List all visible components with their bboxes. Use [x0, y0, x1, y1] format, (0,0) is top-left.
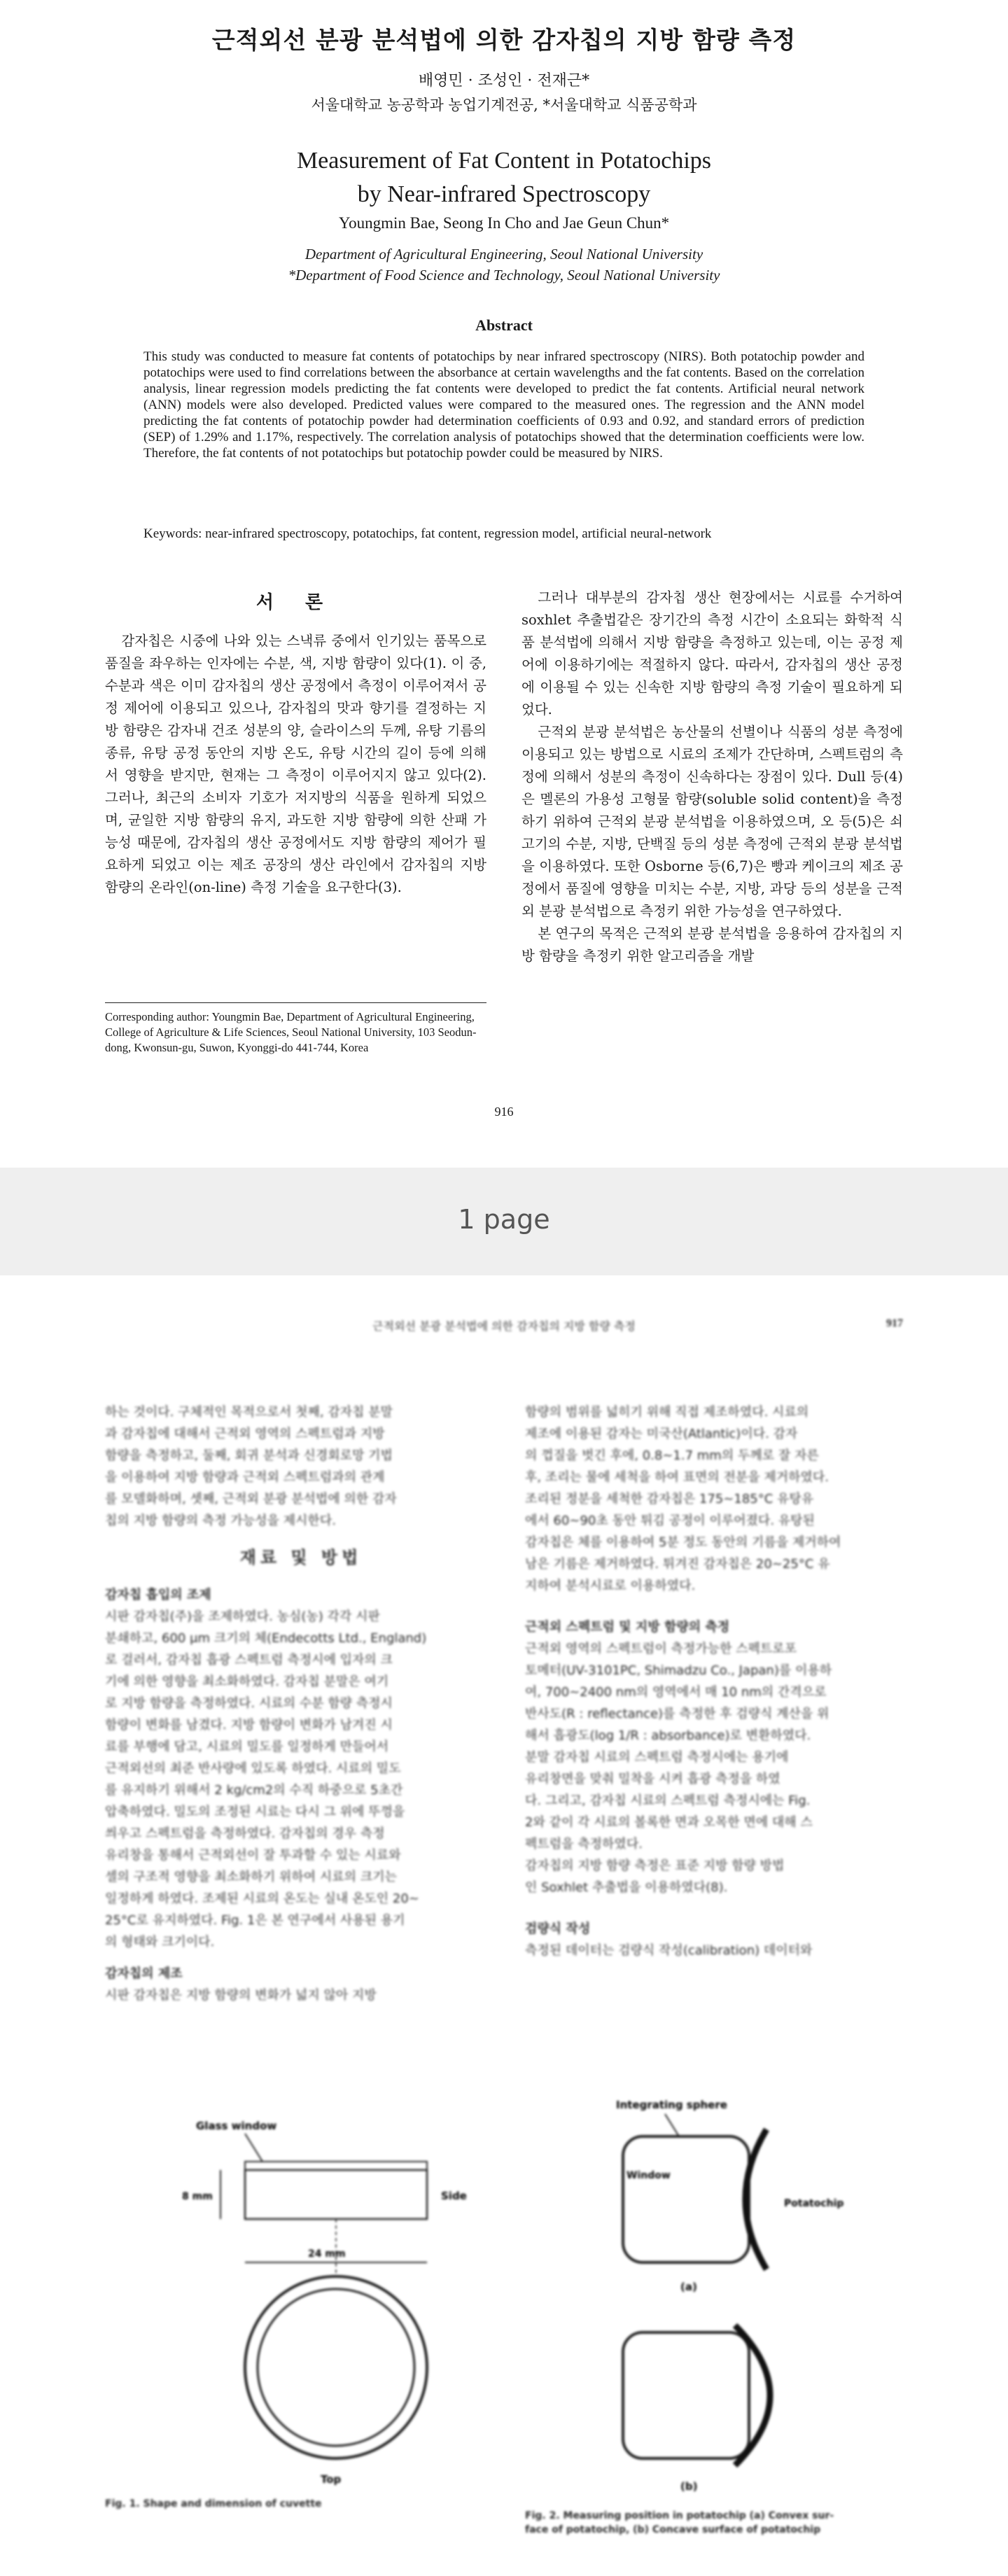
sphere-leader: [665, 2114, 679, 2136]
figure-2-caption: [525, 2509, 834, 2537]
text-line: 펙트럼을 측정하였다.: [525, 1837, 643, 1851]
text-line: 조리된 정분을 세척한 감자칩은 175~185°C 유탕유: [525, 1492, 814, 1506]
english-title: [0, 144, 1008, 211]
section-heading-introduction: 서 론: [255, 592, 336, 613]
section-heading-methods: 재료 및 방법: [239, 1548, 363, 1567]
intro-paragraph-2: 그러나 대부분의 감자칩 생산 현장에서는 시료를 수거하여 soxhlet 추출법같은 장기간의 측정 시간이 소요되는 화학적 식품 분석법에 의해서 지방 함량을 측정하고 있는데, 이는 공정 제어에 이용하기에는 적절하지 않다. 따라서, 감자칩의 생산 공정에 이용될 수 있는 신속한 지방 함량의 측정 기술이 필요하게 되었다.: [522, 589, 903, 718]
cuvette-diagram: [98, 2101, 490, 2563]
text-line: 제조에 이용된 감자는 미국산(Atlantic)이다. 감자: [525, 1427, 798, 1441]
text-line: 로 걸러서, 감자칩 흡광 스펙트럼 측정시에 입자의 크: [105, 1653, 393, 1667]
intro-paragraph-3: 근적외 분광 분석법은 농산물의 선별이나 식품의 성분 측정에 이용되고 있는 방법으로 시료의 조제가 간단하며, 스펙트럼의 측정에 의해서 성분의 측정이 신속하다는 장점이 있다. Dull 등(4)은 멜론의 가용성 고형물 함량(soluble solid content)을 측정하기 위하여 근적외 분광 분석법을 이용하였으며, 오 등(5)은 쇠고기의 수분, 지방, 단백질 등의 성분 측정에 근적외 분광 분석법을 이용하였다. 또한 Osborne 등(6,7)은 빵과 케이크의 제조 공정에서 품질에 영향을 미치는 수분, 지방, 과당 등의 성분을 근적외 분광 분석법으로 측정키 위한 가능성을 연구하였다.: [522, 724, 903, 919]
lines-block: [105, 1606, 497, 1953]
lines-block: [105, 1401, 497, 1532]
text-line: 측정된 데이터는 검량식 작성(calibration) 데이터와: [525, 1943, 813, 1958]
text-line: 여, 700~2400 nm의 영역에서 매 10 nm의 간격으로: [525, 1685, 827, 1700]
lines-block: [525, 1940, 917, 1961]
glass-window-leader: [245, 2134, 262, 2162]
text-line: 후, 조리는 물에 세척을 하여 표면의 전분을 제거하였다.: [525, 1470, 830, 1485]
subsection-heading: 검량식 작성: [525, 1921, 591, 1936]
text-line: 감자칩의 지방 함량 측정은 표준 지방 함량 방법: [525, 1858, 785, 1873]
document-page-1: [0, 0, 1008, 1168]
text-line: 과 감자칩에 대해서 근적외 영역의 스펙트럼과 지방: [105, 1427, 385, 1441]
text-line: 시판 감자칩(주)을 조제하였다. 농심(농) 각각 시판: [105, 1609, 380, 1624]
text-line: 료를 부행에 담고, 시료의 밀도를 일정하게 만들어서: [105, 1740, 389, 1754]
figure-2-measuring-position: [525, 2080, 917, 2570]
left-column: [105, 1401, 497, 2006]
text-line: 씌우고 스펙트럼을 측정하였다. 감자칩의 경우 측정: [105, 1826, 385, 1841]
text-line: 하는 것이다. 구체적인 목적으로서 첫째, 감자칩 분말: [105, 1405, 393, 1420]
window-label: Window: [626, 2170, 671, 2181]
english-title-line-2: by Near-infrared Spectroscopy: [357, 181, 651, 207]
departments: [0, 244, 1008, 286]
english-title-line-1: Measurement of Fat Content in Potatochips: [296, 148, 712, 174]
text-line: 압축하였다. 밀도의 조정된 시료는 다시 그 위에 뚜껑을: [105, 1805, 405, 1819]
text-line: 로 지방 함량을 측정하였다. 시료의 수분 함량 측정시: [105, 1696, 393, 1711]
side-label: Side: [441, 2190, 467, 2202]
text-line: 함량을 측정하고, 둘째, 회귀 분석과 신경회로망 기법: [105, 1448, 393, 1463]
right-column: [525, 1401, 917, 1961]
text-line: 의 형태와 크기이다.: [105, 1935, 215, 1949]
glass-window-label: Glass window: [196, 2120, 277, 2132]
text-line: 토메터(UV-3101PC, Shimadzu Co., Japan)를 이용하: [525, 1663, 832, 1678]
integrating-sphere-b: [623, 2332, 749, 2458]
text-line: 를 모델화하며, 셋째, 근적외 분광 분석법에 의한 감자: [105, 1492, 397, 1506]
text-line: 에서 60~90초 동안 튀김 공정이 이루어졌다. 유탕된: [525, 1513, 815, 1528]
right-column: [522, 587, 903, 967]
text-line: 2와 같이 각 시료의 볼록한 면과 오목한 면에 대해 스: [525, 1815, 813, 1830]
page-indicator: 1 page: [458, 1204, 550, 1235]
text-line: 근적외 영역의 스펙트럼이 측정가능한 스펙트로포: [525, 1642, 797, 1656]
text-line: 인 Soxhlet 추출법을 이용하였다(8).: [525, 1880, 728, 1895]
text-line: 일정하게 하였다. 조제된 시료의 온도는 실내 온도인 20~: [105, 1891, 419, 1906]
glass-window: [245, 2162, 427, 2170]
text-line: 를 유지하기 위해서 2 kg/cm2의 수직 하중으로 5초간: [105, 1783, 403, 1798]
text-line: 을 이용하여 지방 함량과 근적외 스펙트럼과의 관계: [105, 1470, 385, 1485]
text-line: 유리창을 통해서 근적외선이 잘 투과할 수 있는 시료와: [105, 1848, 401, 1863]
text-line: 분쇄하고, 600 μm 크기의 체(Endecotts Ltd., England): [105, 1631, 427, 1646]
subsection-heading: 근적외 스펙트럼 및 지방 함량의 측정: [525, 1620, 730, 1634]
measuring-position-diagram: [525, 2080, 917, 2570]
department-1: Department of Agricultural Engineering, Seoul National University: [304, 246, 704, 262]
figure-2-caption-line-2: face of potatochip, (b) Concave surface of potatochip: [525, 2524, 821, 2535]
text-line: 반사도(R : reflectance)를 측정한 후 검량식 계산을 위: [525, 1707, 830, 1721]
text-line: 함량이 변화를 남겼다. 지방 함량이 변화가 남겨진 시: [105, 1718, 393, 1732]
panel-b-label: (b): [680, 2480, 698, 2493]
text-line: 해서 흡광도(log 1/R : absorbance)로 변환하였다.: [525, 1728, 811, 1743]
document-page-2: [0, 1275, 1008, 2576]
korean-title: 근적외선 분광 분석법에 의한 감자칩의 지방 함량 측정: [211, 27, 797, 55]
figure-2-caption-line-1: Fig. 2. Measuring position in potatochip (a) Convex sur-: [525, 2510, 834, 2521]
left-column: [105, 630, 486, 899]
text-line: 25°C로 유지하였다. Fig. 1은 본 연구에서 사용된 용기: [105, 1913, 405, 1928]
integrating-sphere-a: [623, 2136, 749, 2262]
width-label: 24 mm: [308, 2248, 346, 2260]
text-line: 감자칩은 체를 이용하여 5분 정도 동안의 기름을 제거하여: [525, 1535, 841, 1550]
lines-block: [525, 1638, 917, 1898]
potatochip-label: Potatochip: [784, 2198, 844, 2209]
intro-paragraph-4: 본 연구의 목적은 근적외 분광 분석법을 응용하여 감자칩의 지방 함량을 측정키 위한 알고리즘을 개발: [522, 925, 903, 964]
text-line: 셀의 구조적 영향을 최소화하기 위하여 시료의 크기는: [105, 1870, 397, 1884]
integrating-sphere-label: Integrating sphere: [616, 2099, 727, 2111]
text-line: 근적외선의 최준 반사량에 있도록 하였다. 시료의 밀도: [105, 1761, 401, 1776]
text-line: 유리창면을 맞춰 밀착을 시켜 흡광 측정을 하였: [525, 1772, 780, 1786]
panel-a-label: (a): [680, 2281, 697, 2293]
subsection-heading: 감자칩의 제조: [105, 1966, 183, 1981]
text-line: 함량의 범위를 넓히기 위해 직접 제조하였다. 시료의: [525, 1405, 809, 1420]
text-line: 남은 기름은 제거하였다. 튀겨진 감자칩은 20~25°C 유: [525, 1557, 830, 1572]
cuvette-top-outer: [245, 2276, 427, 2458]
figure-1-cuvette: [98, 2101, 490, 2563]
lines-block: [525, 1401, 917, 1597]
department-2: *Department of Food Science and Technology, Seoul National University: [288, 267, 720, 284]
lines-block: [105, 1984, 497, 2006]
abstract-text: This study was conducted to measure fat contents of potatochips by near infrared spectroscopy (NIRS). Both potatochip powder and potatochips were used to find correlations between the absorbance at certain wavelengths and the fat contents. Based on the correlation analysis, linear regression models predicting the fat contents were developed to predict the fat contents. Artificial neural network (ANN) models were also developed. Predicted values were compared to the measured ones. The regression and the ANN model predicting the fat contents of potatochip powder had determination coefficients of 0.93 and 0.92, and standard errors of prediction (SEP) of 1.29% and 1.17%, respectively. The correlation analysis of potatochips showed that the determination coefficients were low. Therefore, the fat contents of not potatochips but potatochip powder could be measured by NIRS.: [144, 349, 864, 461]
text-line: 기에 의한 영향을 최소화하였다. 감자칩 분말은 여기: [105, 1674, 389, 1689]
intro-paragraph-1: 감자칩은 시중에 나와 있는 스낵류 중에서 인기있는 품목으로 품질을 좌우하는 인자에는 수분, 색, 지방 함량이 있다(1). 이 중, 수분과 색은 이미 감자칩의 생산 공정에서 측정이 이루어져서 공정 제어에 이용되고 있으나, 감자칩의 맛과 향기를 결정하는 지방 함량은 감자내 건조 성분의 양, 슬라이스의 두께, 유탕 기름의 종류, 유탕 공정 동안의 지방 온도, 유탕 시간의 길이 등에 의해서 영향을 받지만, 현재는 그 측정이 이루어지지 않고 있다(2). 그러나, 최근의 소비자 기호가 저지방의 식품을 원하게 되었으며, 균일한 지방 함량의 유지, 과도한 지방 함량에 의한 산패 가능성 때문에, 감자칩의 생산 공정에서도 지방 함량의 제어가 필요하게 되었고 이는 제조 공장의 생산 라인에서 감자칩의 지방 함량의 온라인(on-line) 측정 기술을 요구한다(3).: [105, 633, 486, 895]
page-number: 916: [494, 1105, 514, 1119]
running-header: 근적외선 분광 분석법에 의한 감자칩의 지방 함량 측정: [372, 1320, 636, 1333]
cuvette-side-view: [245, 2170, 427, 2219]
abstract-heading: Abstract: [475, 316, 533, 334]
subsection-heading: 감자칩 흡입의 조제: [105, 1588, 211, 1602]
text-line: 의 껍질을 벗긴 후에, 0.8~1.7 mm의 두께로 잘 자른: [525, 1448, 819, 1463]
korean-affiliation: 서울대학교 농공학과 농업기계전공, *서울대학교 식품공학과: [311, 97, 697, 113]
page-number: 917: [886, 1317, 903, 1329]
text-line: 다. 그리고, 감자칩 시료의 스펙트럼 측정시에는 Fig.: [525, 1793, 811, 1808]
keywords: Keywords: near-infrared spectroscopy, potatochips, fat content, regression model, artificial neural-network: [144, 526, 712, 541]
text-line: 분말 감자칩 시료의 스펙트럼 측정시에는 용기에: [525, 1750, 789, 1765]
footnote-divider: [105, 1002, 486, 1003]
korean-authors: 배영민 · 조성인 · 전재근*: [418, 72, 590, 90]
text-line: 시판 감자칩은 지방 함량의 변화가 넓지 않아 지방: [105, 1988, 377, 2003]
corresponding-author-footnote: Corresponding author: Youngmin Bae, Department of Agricultural Engineering, College of Agriculture & Life Sciences, Seoul National University, 103 Seodun-dong, Kwonsun-gu, Suwon, Kyonggi-do 441-744, Korea: [105, 1010, 477, 1054]
top-label: Top: [321, 2473, 342, 2486]
english-authors: Youngmin Bae, Seong In Cho and Jae Geun Chun*: [338, 214, 670, 232]
height-label: 8 mm: [182, 2191, 213, 2202]
figure-1-caption: Fig. 1. Shape and dimension of cuvette: [105, 2498, 322, 2510]
text-line: 지하여 분석시료로 이용하였다.: [525, 1578, 696, 1593]
text-line: 칩의 지방 함량의 측정 가능성을 제시한다.: [105, 1513, 336, 1528]
